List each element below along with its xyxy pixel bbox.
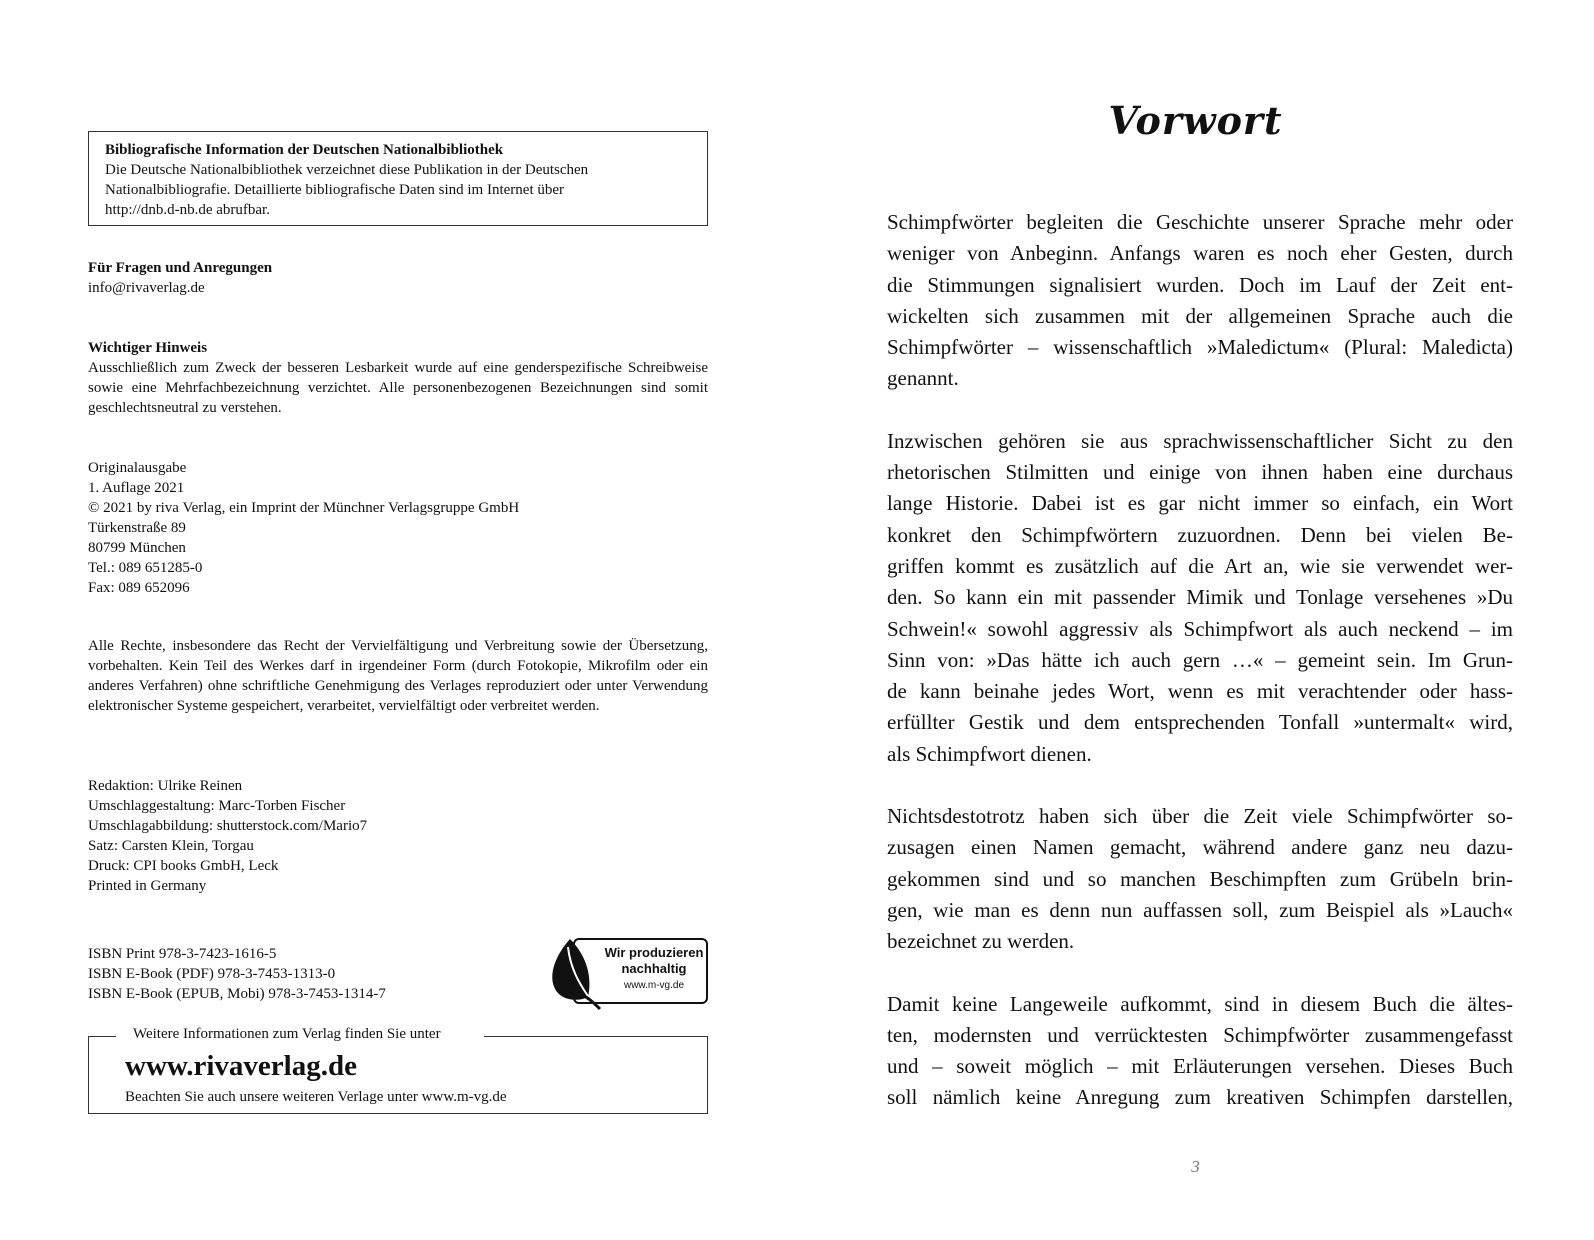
text-line: als Schimpfwort dienen.	[887, 741, 1092, 766]
text-line: Damit keine Langeweile aufkommt, sind in diesem Buch die ältes-	[887, 991, 1513, 1016]
isbn-list	[88, 944, 386, 1004]
paragraph	[887, 801, 1513, 957]
text-line: den. So kann ein mit passender Mimik und Tonlage versehenes »Du	[887, 585, 1513, 610]
sustainability-badge	[548, 935, 709, 1007]
text-line: de kann beinahe jedes Wort, wenn es mit verachtender oder hass-	[887, 679, 1513, 704]
contact-email: info@rivaverlag.de	[88, 280, 205, 296]
edition-line: Originalausgabe	[88, 460, 187, 476]
page-number: 3	[1191, 1157, 1200, 1176]
credit-line: Umschlagabbildung: shutterstock.com/Mario7	[88, 818, 368, 834]
paragraph	[887, 989, 1513, 1114]
publisher-info-legend: Weitere Informationen zum Verlag finden Sie unter	[127, 1024, 447, 1044]
foreword-text	[887, 207, 1513, 1145]
credit-line: Umschlaggestaltung: Marc-Torben Fischer	[88, 798, 346, 814]
bibliographic-info-line: Die Deutsche Nationalbibliothek verzeichnet diese Publikation in der Deutschen	[105, 162, 589, 178]
isbn-line: ISBN Print 978-3-7423-1616-5	[88, 946, 277, 962]
text-line: Schimpfwörter – wissenschaftlich »Maledictum« (Plural: Maledicta)	[887, 335, 1513, 360]
badge-line-2: nachhaltig	[621, 961, 687, 976]
credits-section	[88, 776, 708, 896]
box-edge	[88, 1036, 116, 1037]
credit-line: Druck: CPI books GmbH, Leck	[88, 858, 279, 874]
text-line: griffen kommt es zusätzlich auf die Art an, wie sie verwendet wer-	[887, 553, 1513, 578]
badge-line-1: Wir produzieren	[604, 945, 704, 960]
text-line: rhetorischen Stilmitten und einige von ihnen haben eine durchaus	[887, 460, 1513, 485]
text-line: die Stimmungen signalisiert wurden. Doch im Lauf der Zeit ent-	[887, 272, 1513, 297]
foreword-page	[797, 0, 1594, 1240]
text-line: Schwein!« sowohl aggressiv als Schimpfwort als auch neckend – im	[887, 616, 1513, 641]
bibliographic-info-line: http://dnb.d-nb.de abrufbar.	[105, 202, 270, 218]
edition-line: 1. Auflage 2021	[88, 480, 185, 496]
text-line: Schimpfwörter begleiten die Geschichte unserer Sprache mehr oder	[887, 210, 1513, 234]
text-line: Inzwischen gehören sie aus sprachwissenschaftlicher Sicht zu den	[887, 428, 1513, 453]
publisher-info-box	[88, 1026, 708, 1114]
publisher-website[interactable]: www.rivaverlag.de	[125, 1050, 357, 1082]
isbn-line: ISBN E-Book (PDF) 978-3-7453-1313-0	[88, 966, 336, 982]
bibliographic-info-box	[88, 131, 708, 226]
text-line: gen, wie man es denn nun auffassen soll, zum Beispiel als »Lauch«	[887, 897, 1513, 922]
text-line: genannt.	[887, 366, 959, 391]
notice-section	[88, 338, 708, 418]
text-line: Nichtsdestotrotz haben sich über die Zeit viele Schimpfwörter so-	[887, 804, 1513, 829]
rights-text: Alle Rechte, insbesondere das Recht der Vervielfältigung und Verbreitung sowie der Übersetzung, vorbehalten. Kein Teil des Werkes darf in irgendeiner Form (durch Fotokopie, Mikrofilm oder ein anderes Verfahren) ohne schriftliche Genehmigung des Verlages reproduziert oder unter Verwendung elektronischer Systeme gespeichert, verarbeitet, vervielfältigt oder verbreitet werden.	[88, 638, 708, 714]
leaf-icon	[548, 935, 608, 1011]
credit-line: Satz: Carsten Klein, Torgau	[88, 838, 254, 854]
edition-section	[88, 458, 708, 598]
text-line: zusagen einen Namen gemacht, während andere ganz neu dazu-	[887, 835, 1513, 860]
credit-line: Redaktion: Ulrike Reinen	[88, 778, 243, 794]
text-line: lange Historie. Dabei ist es gar nicht immer so einfach, ein Wort	[887, 491, 1513, 516]
edition-line: © 2021 by riva Verlag, ein Imprint der Münchner Verlagsgruppe GmbH	[88, 500, 520, 516]
text-line: soll nämlich keine Anregung zum kreativen Schimpfen darstellen,	[887, 1085, 1513, 1110]
edition-line: 80799 München	[88, 540, 186, 556]
chapter-title: Vorwort	[1108, 98, 1283, 143]
edition-line: Fax: 089 652096	[88, 580, 190, 596]
questions-section	[88, 258, 708, 298]
edition-line: Türkenstraße 89	[88, 520, 186, 536]
text-line: und – soweit möglich – mit Erläuterungen versehen. Dieses Buch	[887, 1054, 1513, 1079]
text-line: ten, modernsten und verrücktesten Schimpfwörter zusammengefasst	[887, 1022, 1513, 1047]
box-edge	[484, 1036, 708, 1037]
credit-line: Printed in Germany	[88, 878, 207, 894]
text-line: weniger von Anbeginn. Anfangs waren es noch eher Gesten, durch	[887, 241, 1513, 266]
edition-line: Tel.: 089 651285-0	[88, 560, 203, 576]
text-line: wickelten sich zusammen mit der allgemeinen Sprache auch die	[887, 303, 1513, 328]
questions-heading: Für Fragen und Anregungen	[88, 260, 273, 276]
notice-heading: Wichtiger Hinweis	[88, 340, 208, 356]
badge-url: www.m-vg.de	[623, 980, 684, 991]
bibliographic-info-line: Nationalbibliografie. Detaillierte bibliografische Daten sind im Internet über	[105, 182, 565, 198]
bibliographic-info-title: Bibliografische Information der Deutschen Nationalbibliothek	[105, 142, 504, 158]
text-line: erfüllter Gestik und dem entsprechenden Tonfall »untermalt« wird,	[887, 710, 1513, 735]
text-line: konkret den Schimpfwörtern zuzuordnen. Denn bei vielen Be-	[887, 522, 1513, 547]
text-line: Sinn von: »Das hätte ich auch gern …« – gemeint sein. Im Grun-	[887, 647, 1513, 672]
text-line: gekommen sind und so manchen Beschimpften zum Grübeln brin-	[887, 866, 1513, 891]
publisher-hint: Beachten Sie auch unsere weiteren Verlage unter www.m-vg.de	[125, 1089, 507, 1105]
text-line: bezeichnet zu werden.	[887, 929, 1075, 954]
isbn-line: ISBN E-Book (EPUB, Mobi) 978-3-7453-1314-7	[88, 986, 386, 1002]
paragraph	[887, 426, 1513, 770]
paragraph	[887, 207, 1513, 395]
notice-text: Ausschließlich zum Zweck der besseren Lesbarkeit wurde auf eine genderspezifische Schreibweise sowie eine Mehrfachbezeichnung verzichtet. Alle personenbezogenen Bezeichnungen sind somit geschlechtsneutral zu verstehen.	[88, 360, 708, 416]
